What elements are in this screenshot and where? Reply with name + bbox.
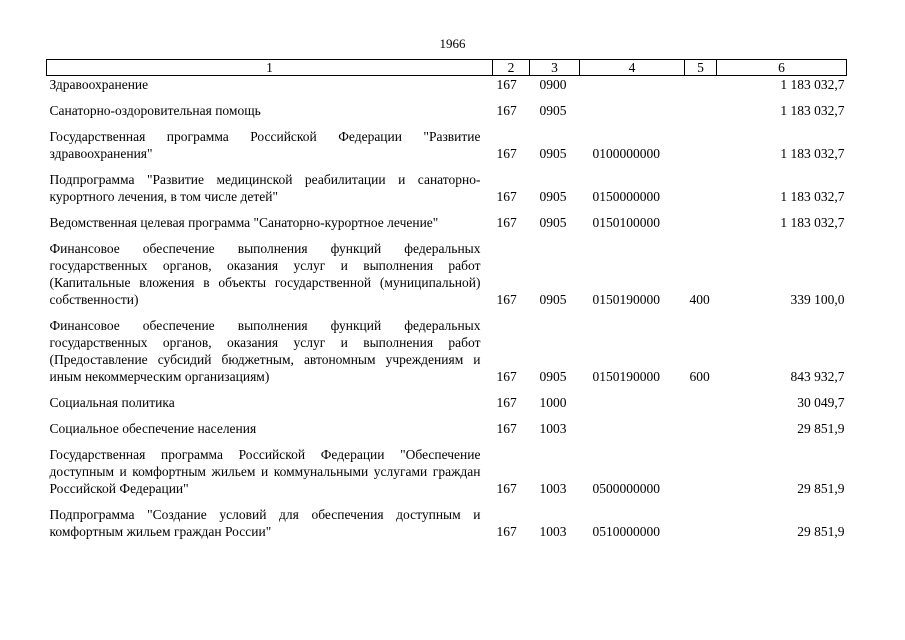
row-code-2: 167 [496,77,517,92]
row-amount: 29 851,9 [797,481,845,496]
row-code-4 [580,102,685,119]
row-code-4: 0100000000 [592,146,660,161]
row-code-4: 0150000000 [592,189,660,204]
row-name: Финансовое обеспечение выполнения функций федеральных государственных органов, оказания услуг и выполнения работ (Предоставление субсидий бюджетным, автономным учреждениям и иным некоммерческим организациям) [49,318,481,384]
budget-table [46,59,847,540]
header-cell: 3 [530,60,580,76]
row-code-3: 0905 [539,189,567,204]
header-cell: 2 [493,60,530,76]
header-cell: 6 [717,60,847,76]
header-cell: 4 [580,60,685,76]
row-name: Подпрограмма "Развитие медицинской реабилитации и санаторно-курортного лечения, в том числе детей" [49,172,481,204]
row-code-3: 0905 [539,103,567,118]
table-row [47,506,847,540]
row-amount: 339 100,0 [790,292,845,307]
table-row [47,394,847,411]
row-name: Государственная программа Российской Федерации "Обеспечение доступным и комфортным жильем и коммунальными услугами граждан Российской Федерации" [49,447,481,496]
row-code-2: 167 [496,103,517,118]
row-code-3: 0905 [539,292,567,307]
row-code-3: 0905 [539,215,567,230]
row-code-2: 167 [496,215,517,230]
header-row [47,60,847,76]
row-name: Социальная политика [49,395,175,410]
row-code-4: 0150100000 [592,215,660,230]
row-code-5 [685,102,717,119]
table-row [47,240,847,308]
table-row [47,446,847,497]
page-number: 1966 [439,36,466,51]
row-code-5: 600 [689,369,710,384]
row-amount: 30 049,7 [797,395,845,410]
row-amount: 1 183 032,7 [780,77,845,92]
row-code-4 [580,76,685,94]
header-cell: 1 [47,60,493,76]
row-amount: 29 851,9 [797,524,845,539]
table-row [47,420,847,437]
row-code-2: 167 [496,395,517,410]
row-code-2: 167 [496,292,517,307]
row-code-4 [580,420,685,437]
table-row [47,317,847,385]
row-code-5: 400 [689,292,710,307]
table-row [47,76,847,94]
row-amount: 843 932,7 [790,369,845,384]
row-name: Санаторно-оздоровительная помощь [49,103,261,118]
row-code-4: 0150190000 [592,369,660,384]
row-code-3: 0905 [539,146,567,161]
row-code-4 [580,394,685,411]
row-name: Ведомственная целевая программа "Санаторно-курортное лечение" [49,215,439,230]
row-name: Государственная программа Российской Федерации "Развитие здравоохранения" [49,129,481,161]
row-name: Здравоохранение [49,77,149,92]
row-code-2: 167 [496,146,517,161]
table-row [47,214,847,231]
row-name: Подпрограмма "Создание условий для обеспечения доступным и комфортным жильем граждан России" [49,507,481,539]
row-code-5 [685,420,717,437]
row-amount: 1 183 032,7 [780,189,845,204]
table-row [47,171,847,205]
row-amount: 1 183 032,7 [780,215,845,230]
row-code-3: 0905 [539,369,567,384]
table-row [47,128,847,162]
header-cell: 5 [685,60,717,76]
row-amount: 29 851,9 [797,421,845,436]
row-code-4: 0500000000 [592,481,660,496]
row-code-5 [685,506,717,540]
row-code-5 [685,171,717,205]
row-code-5 [685,214,717,231]
row-code-4: 0510000000 [592,524,660,539]
row-code-5 [685,394,717,411]
row-code-2: 167 [496,481,517,496]
row-amount: 1 183 032,7 [780,146,845,161]
row-code-3: 0900 [539,77,567,92]
row-code-2: 167 [496,189,517,204]
row-code-3: 1003 [539,421,567,436]
row-amount: 1 183 032,7 [780,103,845,118]
table-row [47,102,847,119]
row-code-4: 0150190000 [592,292,660,307]
row-code-5 [685,446,717,497]
row-code-3: 1000 [539,395,567,410]
row-code-5 [685,76,717,94]
row-code-3: 1003 [539,524,567,539]
row-name: Финансовое обеспечение выполнения функций федеральных государственных органов, оказания услуг и выполнения работ (Капитальные вложения в объекты государственной (муниципальной) собственности) [49,241,481,307]
row-code-2: 167 [496,421,517,436]
row-name: Социальное обеспечение населения [49,421,257,436]
row-code-5 [685,128,717,162]
row-code-2: 167 [496,524,517,539]
row-code-2: 167 [496,369,517,384]
row-code-3: 1003 [539,481,567,496]
